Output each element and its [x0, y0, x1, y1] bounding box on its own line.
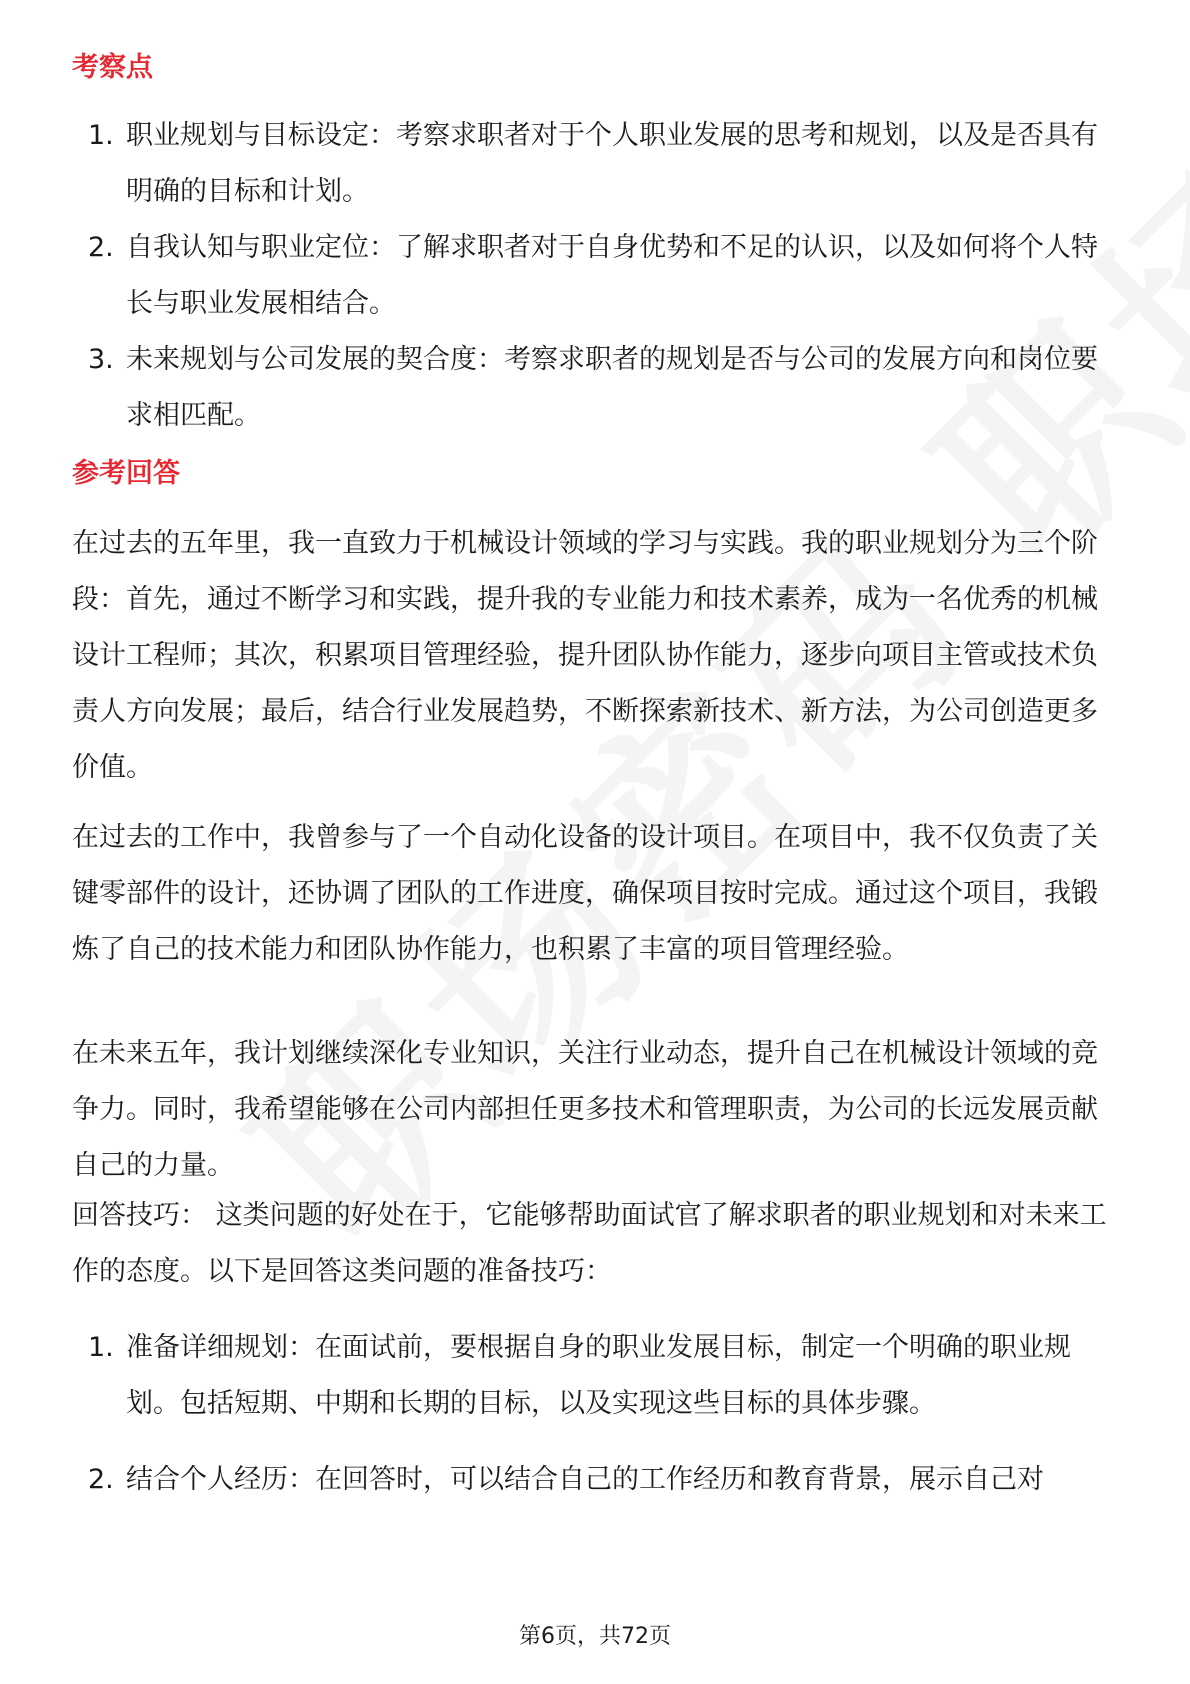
answer-paragraph: 在未来五年，我计划继续深化专业知识，关注行业动态，提升自己在机械设计领域的竞争力。同时，我希望能够在公司内部担任更多技术和管理职责，为公司的长远发展贡献自己的力量。 — [72, 1038, 1098, 1181]
list-item — [72, 1320, 1120, 1432]
list-item — [72, 1452, 1120, 1508]
list-item-text: 职业规划与目标设定：考察求职者对于个人职业发展的思考和规划，以及是否具有明确的目标和计划。 — [126, 120, 1098, 207]
list-item-text: 自我认知与职业定位：了解求职者对于自身优势和不足的认识，以及如何将个人特长与职业发展相结合。 — [126, 232, 1098, 319]
section-heading-points: 考察点 — [72, 52, 153, 83]
tips-intro-paragraph: 回答技巧： 这类问题的好处在于，它能够帮助面试官了解求职者的职业规划和对未来工作的态度。以下是回答这类问题的准备技巧： — [72, 1200, 1107, 1287]
points-list — [72, 108, 1120, 444]
page-number: 第6页，共72页 — [519, 1624, 671, 1649]
list-item-text: 未来规划与公司发展的契合度：考察求职者的规划是否与公司的发展方向和岗位要求相匹配。 — [126, 344, 1098, 431]
list-item — [72, 220, 1120, 332]
answer-paragraph: 在过去的五年里，我一直致力于机械设计领域的学习与实践。我的职业规划分为三个阶段：首先，通过不断学习和实践，提升我的专业能力和技术素养，成为一名优秀的机械设计工程师；其次，积累项目管理经验，提升团队协作能力，逐步向项目主管或技术负责人方向发展；最后，结合行业发展趋势，不断探索新技术、新方法，为公司创造更多价值。 — [72, 528, 1098, 783]
list-item — [72, 108, 1120, 220]
list-item-number: 2. — [88, 1464, 114, 1495]
answer-paragraph: 在过去的工作中，我曾参与了一个自动化设备的设计项目。在项目中，我不仅负责了关键零部件的设计，还协调了团队的工作进度，确保项目按时完成。通过这个项目，我锻炼了自己的技术能力和团队协作能力，也积累了丰富的项目管理经验。 — [72, 822, 1098, 965]
list-item-number: 3. — [88, 344, 114, 375]
tips-list — [72, 1320, 1120, 1508]
list-item-text: 准备详细规划：在面试前，要根据自身的职业发展目标，制定一个明确的职业规划。包括短期、中期和长期的目标，以及实现这些目标的具体步骤。 — [126, 1332, 1071, 1419]
list-item-text: 结合个人经历：在回答时，可以结合自己的工作经历和教育背景，展示自己对 — [126, 1464, 1044, 1495]
list-item-number: 2. — [88, 232, 114, 263]
list-item — [72, 332, 1120, 444]
section-heading-answer: 参考回答 — [72, 458, 180, 489]
list-item-number: 1. — [88, 1332, 114, 1363]
list-item-number: 1. — [88, 120, 114, 151]
